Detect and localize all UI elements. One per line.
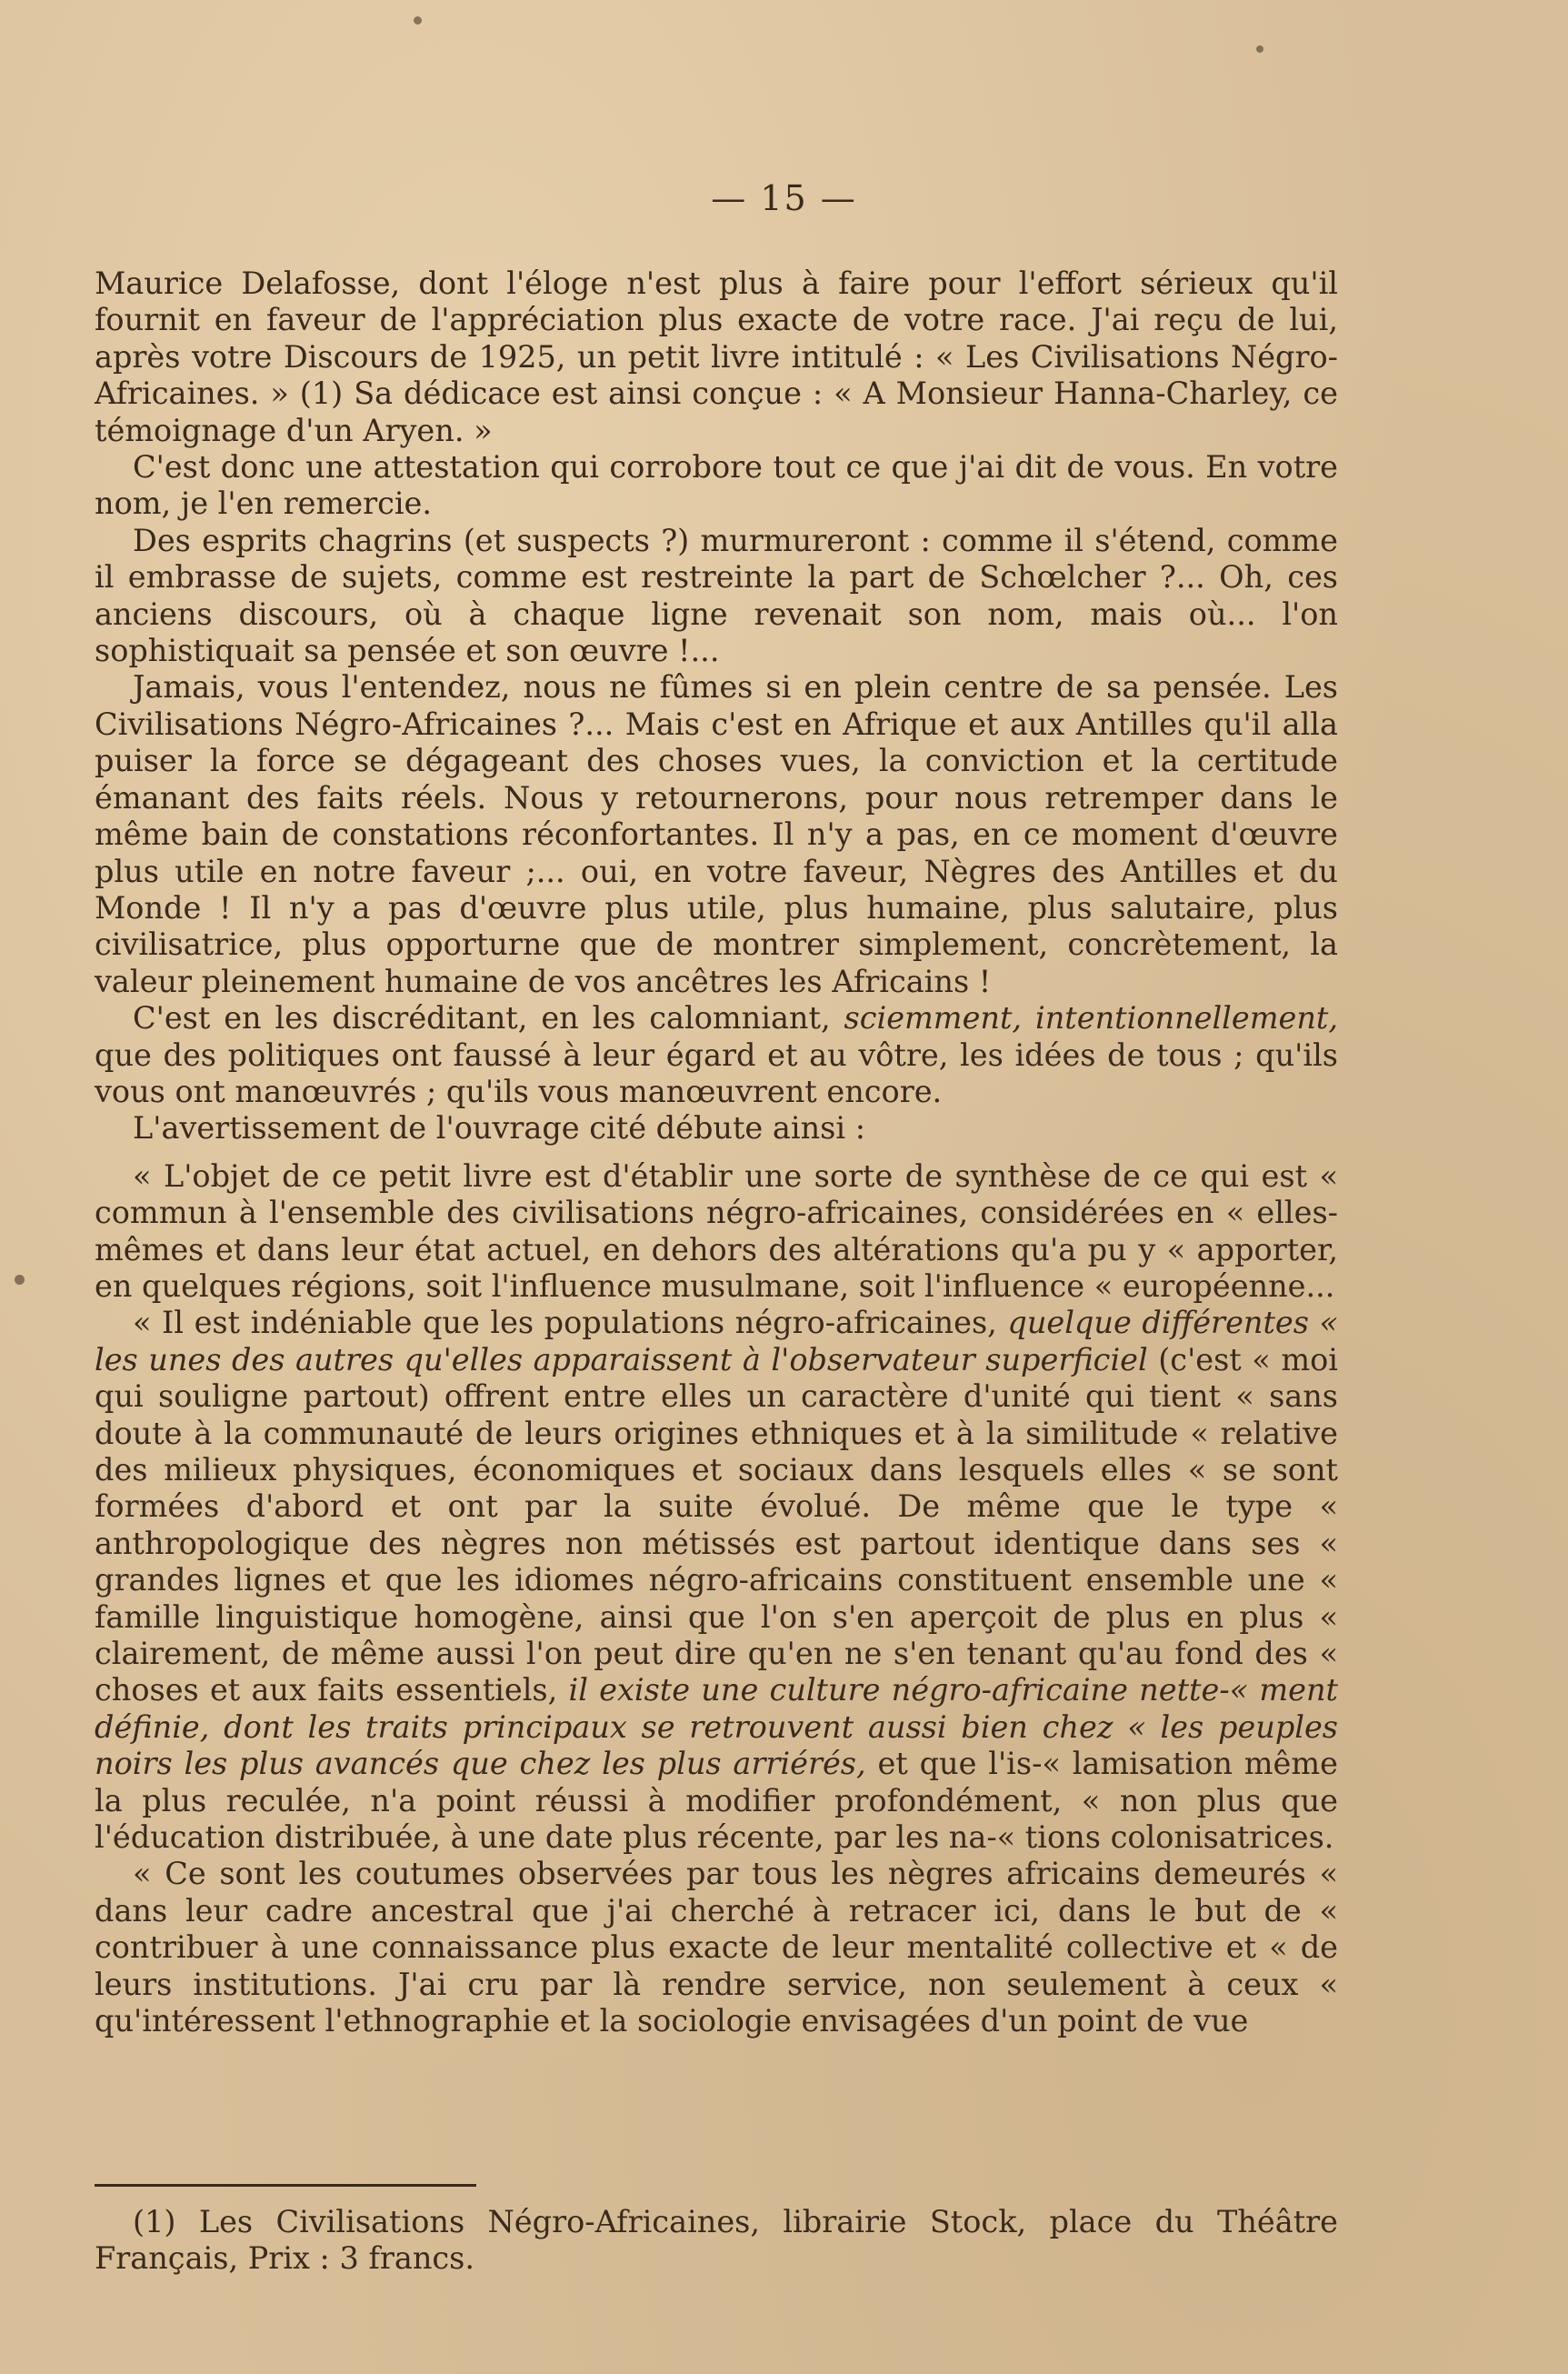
paragraph: Maurice Delafosse, dont l'éloge n'est plus à faire pour l'effort sérieux qu'il fournit en faveur de l'appréciation plus exacte de votre race. J'ai reçu de lui, après votre Discours de 1925, un petit livre intitulé : « Les Civilisations Négro-Africaines. » (1) Sa dédicace est ainsi conçue : « A Monsieur Hanna-Charley, ce témoignage d'un Aryen. » [95, 265, 1338, 448]
page-number: — 15 — [711, 178, 857, 218]
ink-speck [15, 1275, 25, 1285]
paragraph: C'est donc une attestation qui corrobore tout ce que j'ai dit de vous. En votre nom, je l'en remercie. [95, 449, 1338, 522]
ink-speck [1256, 45, 1263, 53]
text-run: C'est en les discréditant, en les calomniant, [133, 1000, 844, 1037]
text-run: que des politiques ont faussé à leur égard et au vôtre, les idées de tous ; qu'ils vous ont manœuvrés ; qu'ils vous manœuvrent encore. [95, 1037, 1338, 1109]
paragraph: Jamais, vous l'entendez, nous ne fûmes si en plein centre de sa pensée. Les Civilisations Négro-Africaines ?... Mais c'est en Afrique et aux Antilles qu'il alla puiser la force se dégageant des choses vues, la conviction et la certitude émanant des faits réels. Nous y retournerons, pour nous retremper dans le même bain de constations réconfortantes. Il n'y a pas, en ce moment d'œuvre plus utile en notre faveur ;... oui, en votre faveur, Nègres des Antilles et du Monde ! Il n'y a pas d'œuvre plus utile, plus humaine, plus salutaire, plus civilisatrice, plus opporturne que de montrer simplement, concrètement, la valeur pleinement humaine de vos ancêtres les Africains ! [95, 669, 1338, 999]
text-run: et que l'is-« lamisation même la plus reculée, n'a point réussi à modifier profondément, « non plus que l'éducation distribuée, à une date plus récente, par les na-« tions colonisatrices. [95, 1746, 1338, 1856]
paragraph [95, 1000, 1338, 1110]
footnote: (1) Les Civilisations Négro-Africaines, librairie Stock, place du Théâtre Français, Prix : 3 francs. [95, 2204, 1338, 2277]
quote-paragraph: « L'objet de ce petit livre est d'établir une sorte de synthèse de ce qui est « commun à l'ensemble des civilisations négro-africaines, considérées en « elles-mêmes et dans leur état actuel, en dehors des altérations qu'a pu y « apporter, en quelques régions, soit l'influence musulmane, soit l'influence « européenne... [95, 1157, 1338, 1304]
emphasis: sciemment, intentionnellement, [844, 1000, 1339, 1037]
emphasis: il existe une culture négro-africaine nette-« ment définie, dont les traits principaux se retrouvent aussi bien chez « les peuples noirs les plus avancés que chez les plus arriérés, [95, 1672, 1339, 1782]
footnote-rule [95, 2184, 476, 2187]
quote-paragraph [95, 1305, 1338, 1856]
text-run: « Il est indéniable que les populations négro-africaines, [133, 1305, 1008, 1341]
text-run: (c'est « moi qui souligne partout) offrent entre elles un caractère d'unité qui tient « sans doute à la communauté de leurs origines ethniques et à la similitude « relative des milieux physiques, économiques et sociaux dans lesquels elles « se sont formées d'abord et ont par la suite évolué. De même que le type « anthropologique des nègres non métissés est partout identique dans ses « grandes lignes et que les idiomes négro-africains constituent ensemble une « famille linguistique homogène, ainsi que l'on s'en aperçoit de plus en plus « clairement, de même aussi l'on peut dire qu'en ne s'en tenant qu'au fond des « choses et aux faits essentiels, [95, 1341, 1338, 1708]
main-text [95, 265, 1338, 2040]
emphasis: quelque différentes « les unes des autres qu'elles apparaissent à l'observateur superficiel [95, 1305, 1339, 1377]
paragraph: L'avertissement de l'ouvrage cité débute ainsi : [133, 1110, 866, 1147]
paragraph: Des esprits chagrins (et suspects ?) murmureront : comme il s'étend, comme il embrasse de sujets, comme est restreinte la part de Schœlcher ?... Oh, ces anciens discours, où à chaque ligne revenait son nom, mais où... l'on sophistiquait sa pensée et son œuvre !... [95, 522, 1338, 669]
ink-speck [414, 16, 422, 25]
quote-paragraph: « Ce sont les coutumes observées par tous les nègres africains demeurés « dans leur cadre ancestral que j'ai cherché à retracer ici, dans le but de « contribuer à une connaissance plus exacte de leur mentalité collective et « de leurs institutions. J'ai cru par là rendre service, non seulement à ceux « qu'intéressent l'ethnographie et la sociologie envisagées d'un point de vue [95, 1856, 1338, 2039]
